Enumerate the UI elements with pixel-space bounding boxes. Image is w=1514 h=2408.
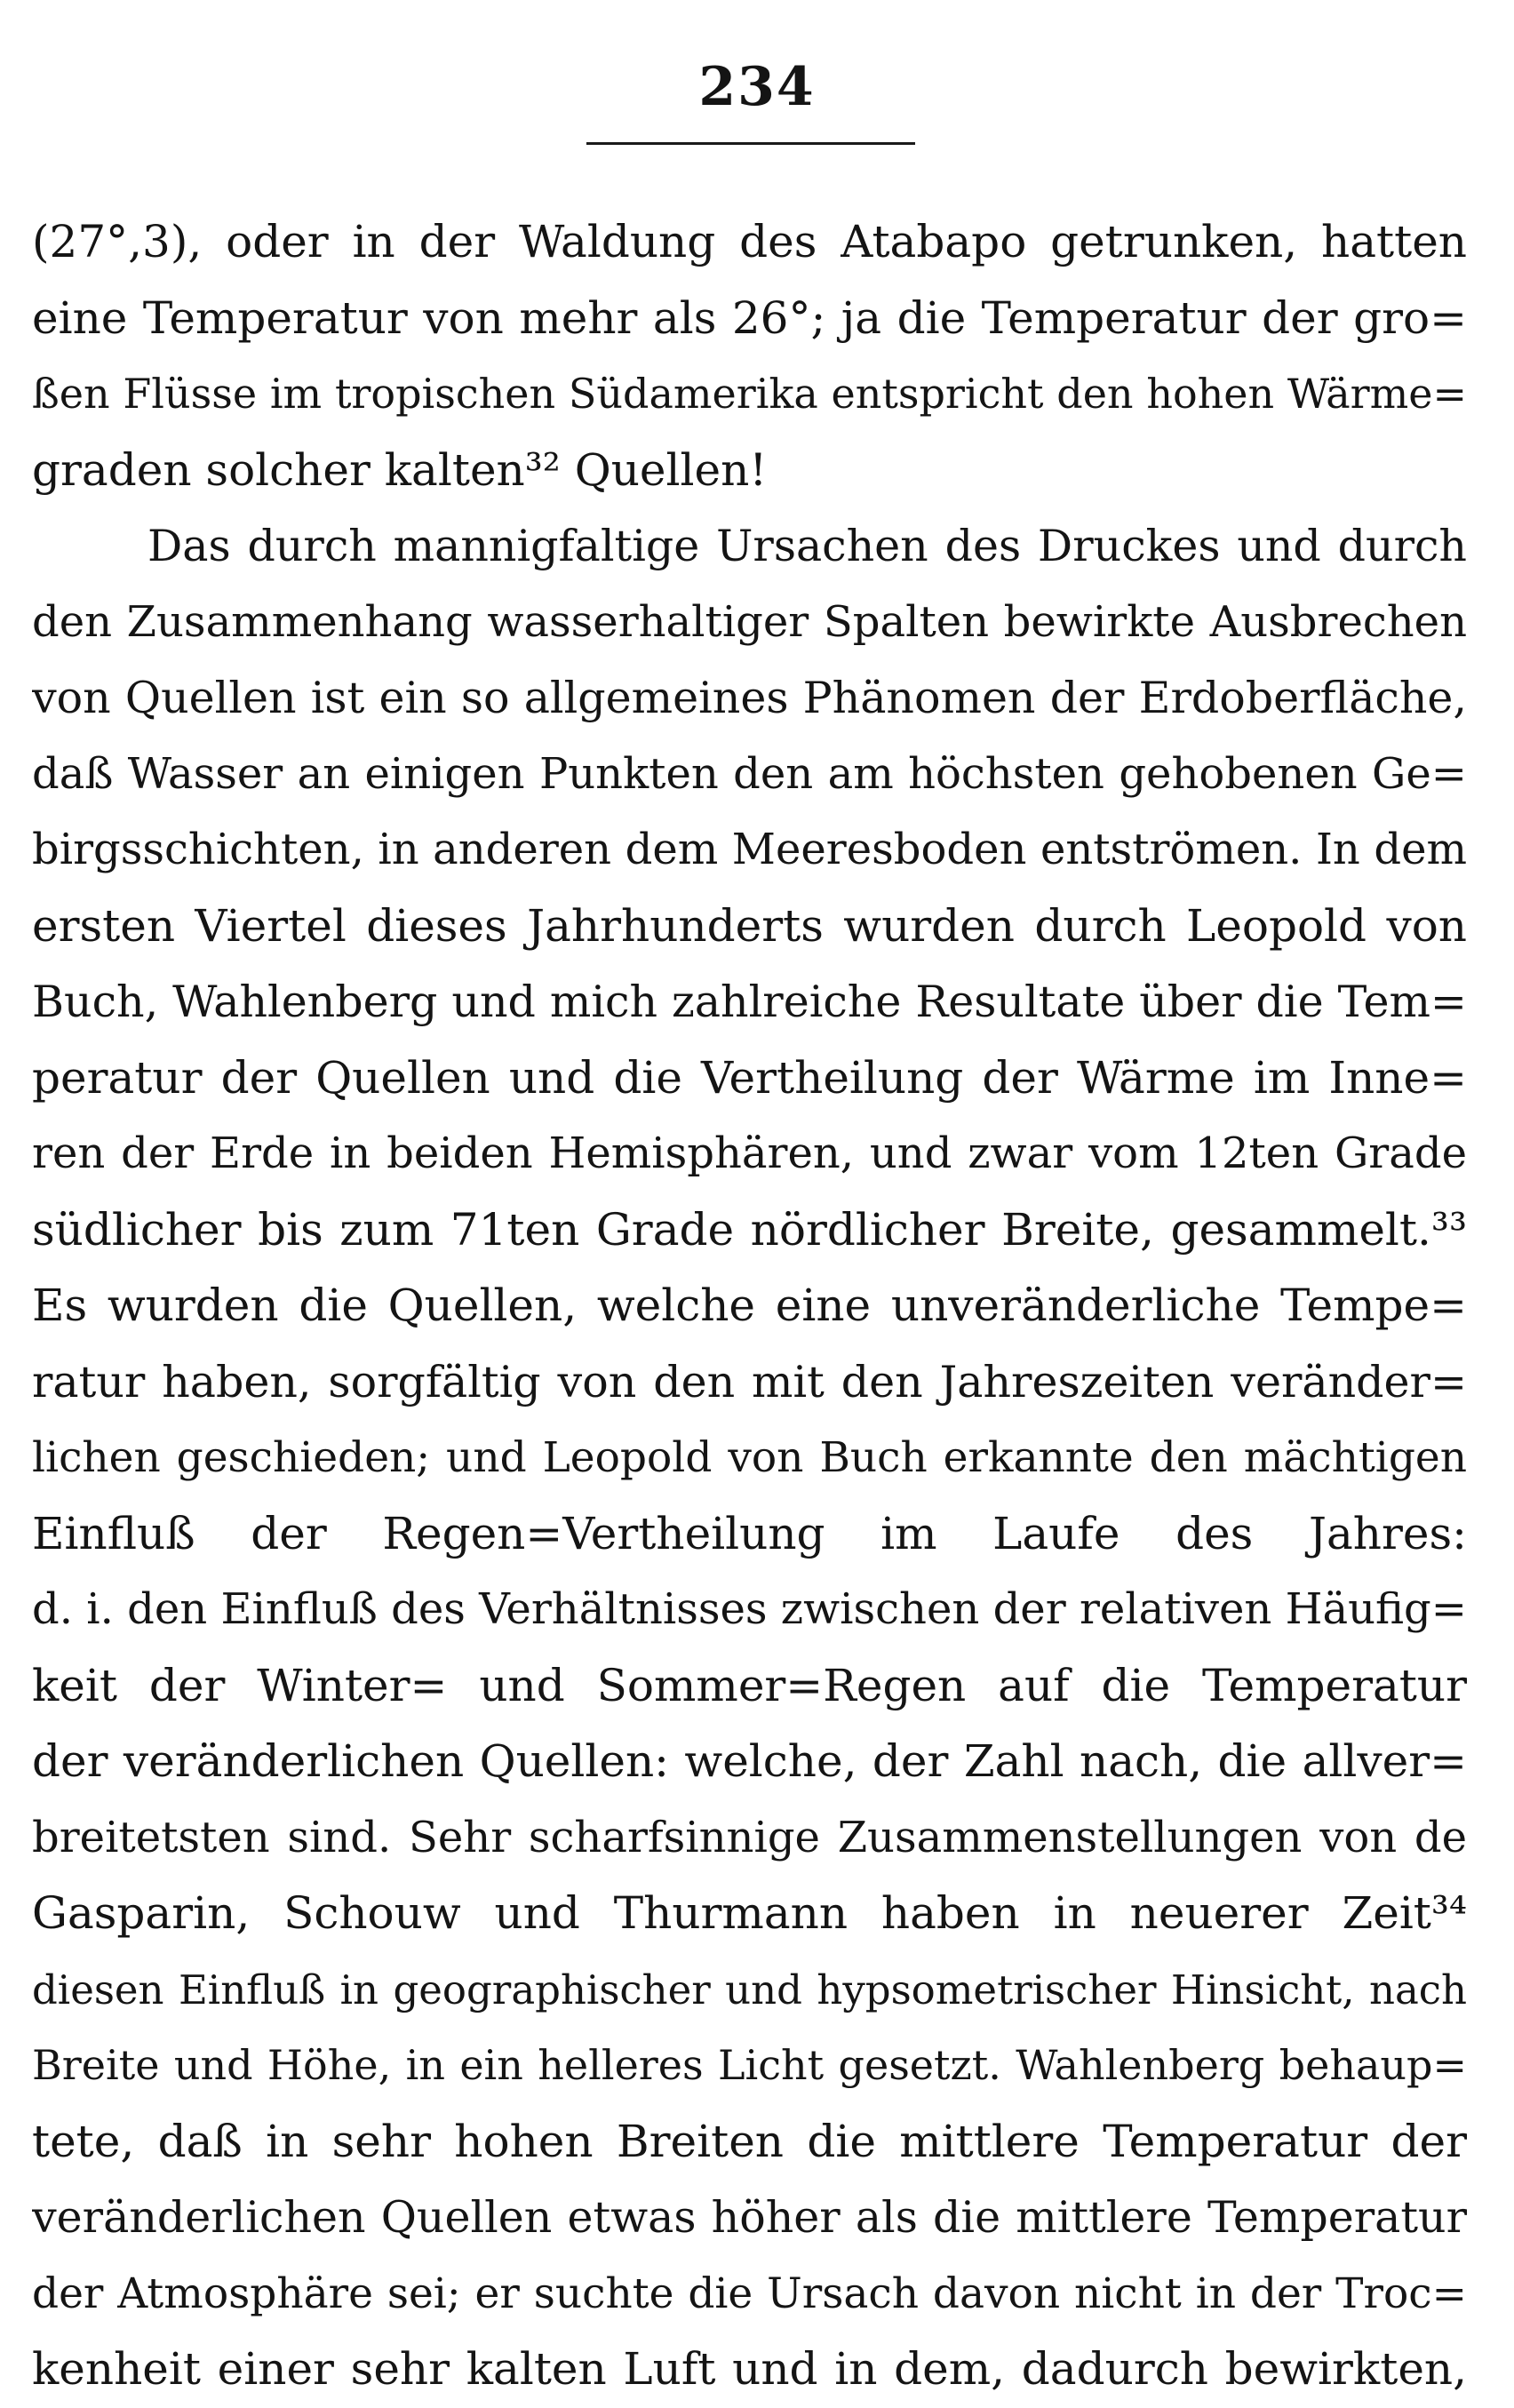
text-line: breitetsten sind. Sehr scharfsinnige Zusammenstellungen von de: [32, 1812, 1467, 1862]
text-line: graden solcher kalten³² Quellen!: [32, 443, 768, 496]
text-line: d. i. den Einfluß des Verhältnisses zwischen der relativen Häufig=: [32, 1584, 1467, 1634]
text-line: (27°,3), oder in der Waldung des Atabapo getrunken, hatten: [32, 216, 1467, 267]
header-rule: [586, 142, 915, 145]
text-line: Das durch mannigfaltige Ursachen des Druckes und durch: [147, 521, 1467, 571]
text-line: von Quellen ist ein so allgemeines Phänomen der Erdoberfläche,: [32, 673, 1467, 723]
text-line: Es wurden die Quellen, welche eine unveränderliche Tempe=: [32, 1280, 1467, 1331]
text-line: der veränderlichen Quellen: welche, der Zahl nach, die allver=: [32, 1735, 1467, 1787]
text-line: Einfluß der Regen=Vertheilung im Laufe des Jahres:: [32, 1507, 1467, 1559]
text-line: Buch, Wahlenberg und mich zahlreiche Resultate über die Tem=: [32, 977, 1467, 1027]
text-line: kenheit einer sehr kalten Luft und in dem, dadurch bewirkten,: [32, 2343, 1467, 2395]
text-line: Breite und Höhe, in ein helleres Licht gesetzt. Wahlenberg behaup=: [32, 2041, 1467, 2089]
text-line: peratur der Quellen und die Vertheilung der Wärme im Inne=: [32, 1051, 1467, 1104]
text-line: birgsschichten, in anderen dem Meeresboden entströmen. In dem: [32, 825, 1467, 874]
text-line: diesen Einfluß in geographischer und hypsometrischer Hinsicht, nach: [32, 1965, 1467, 2013]
page-number: 234: [698, 56, 816, 118]
text-line: ßen Flüsse im tropischen Südamerika entspricht den hohen Wärme=: [32, 370, 1467, 418]
text-line: daß Wasser an einigen Punkten den am höchsten gehobenen Ge=: [32, 748, 1467, 799]
text-line: veränderlichen Quellen etwas höher als die mittlere Temperatur: [32, 2192, 1467, 2243]
text-line: lichen geschieden; und Leopold von Buch erkannte den mächtigen: [32, 1433, 1467, 1482]
text-line: der Atmosphäre sei; er suchte die Ursach davon nicht in der Troc=: [32, 2268, 1467, 2318]
text-line: ren der Erde in beiden Hemisphären, und zwar vom 12ten Grade: [32, 1128, 1467, 1178]
text-line: eine Temperatur von mehr als 26°; ja die Temperatur der gro=: [32, 291, 1467, 344]
body-text: [32, 204, 1467, 2408]
text-line: Gasparin, Schouw und Thurmann haben in neuerer Zeit³⁴: [32, 1887, 1467, 1939]
text-line: den Zusammenhang wasserhaltiger Spalten bewirkte Ausbrechen: [32, 596, 1467, 647]
text-line: ersten Viertel dieses Jahrhunderts wurden durch Leopold von: [32, 899, 1467, 952]
text-line: keit der Winter= und Sommer=Regen auf die Temperatur: [32, 1659, 1467, 1711]
text-line: tete, daß in sehr hohen Breiten die mittlere Temperatur der: [32, 2115, 1467, 2167]
text-line: südlicher bis zum 71ten Grade nördlicher Breite, gesammelt.³³: [32, 1203, 1467, 1256]
text-line: ratur haben, sorgfältig von den mit den Jahreszeiten veränder=: [32, 1356, 1467, 1407]
